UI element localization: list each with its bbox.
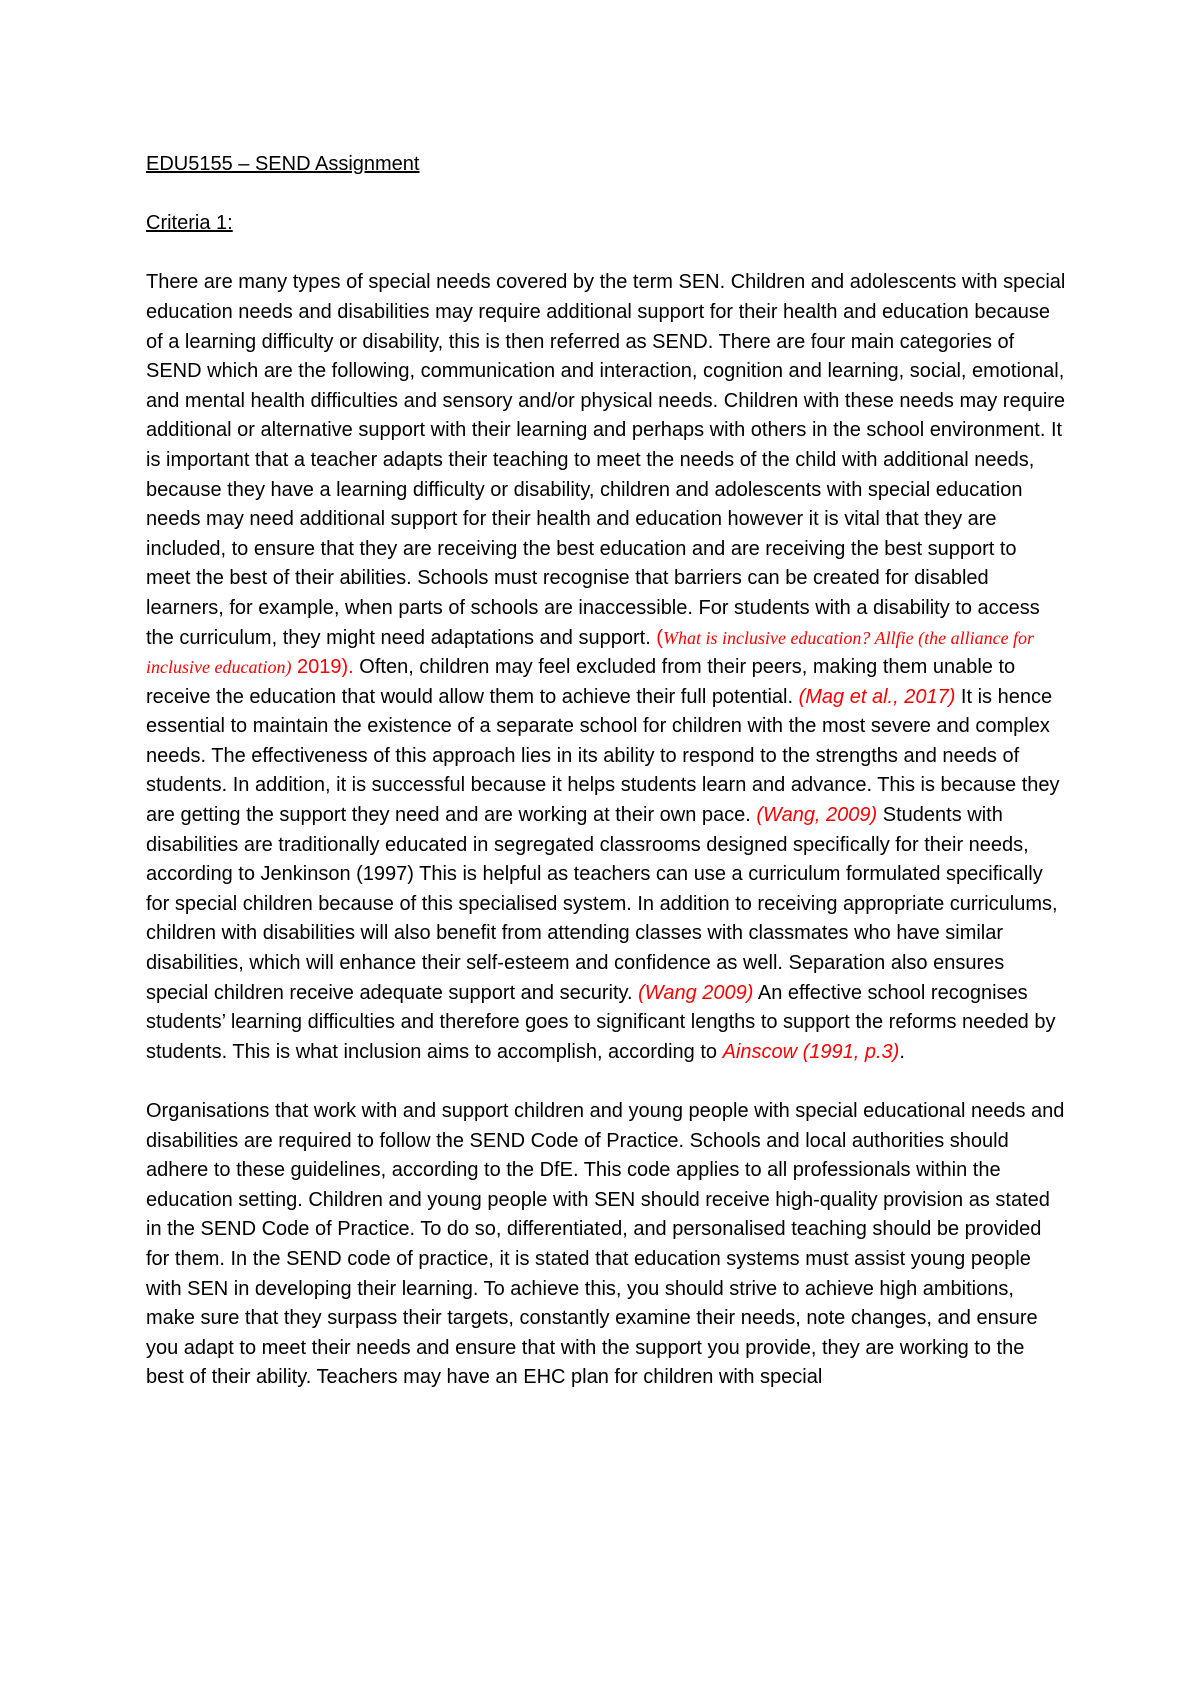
- paragraph-1-text-2: Often, children may feel excluded from their peers, making them unable to receive the education that would allow them to achieve their full potential.: [146, 656, 1016, 708]
- citation-allfie-open: (: [650, 626, 663, 649]
- citation-mag: (Mag et al., 2017): [798, 685, 956, 708]
- citation-allfie-year: 2019).: [291, 656, 354, 679]
- paragraph-2: Organisations that work with and support children and young people with special educational needs and disabilities are required to follow the SEND Code of Practice. Schools and local authorities should adhere to these guidelines, according to the DfE. This code applies to all professionals within the education setting. Children and young people with SEN should receive high-quality provision as stated in the SEND Code of Practice. To do so, differentiated, and personalised teaching should be provided for them. In the SEND code of practice, it is stated that education systems must assist young people with SEN in developing their learning. To achieve this, you should strive to achieve high ambitions, make sure that they surpass their targets, constantly examine their needs, note changes, and ensure you adapt to meet their needs and ensure that with the support you provide, they are working to the best of their ability. Teachers may have an EHC plan for children with special: [146, 1100, 1065, 1389]
- citation-allfie-title: What is inclusive education? Allfie (the alliance for inclusive education): [146, 627, 1035, 678]
- citation-wang-2: (Wang 2009): [638, 981, 754, 1004]
- document-body: [146, 150, 1066, 1423]
- citation-ainscow: Ainscow (1991, p.3): [722, 1040, 900, 1063]
- criteria-heading: Criteria 1:: [146, 212, 233, 235]
- paragraph-1-text-3: It is hence essential to maintain the existence of a separate school for children with the most severe and complex needs. The effectiveness of this approach lies in its ability to respond to the strengths and needs of students. In addition, it is successful because it helps students learn and advance. This is because they are getting the support they need and are working at their own pace.: [146, 685, 1060, 827]
- paragraph-1-text-6: .: [899, 1040, 905, 1063]
- paragraph-1: [146, 268, 1066, 1067]
- paragraph-1-text-4: Students with disabilities are traditionally educated in segregated classrooms designed specifically for their needs, according to Jenkinson (1997) This is helpful as teachers can use a curriculum formulated specifically for special children because of this specialised system. In addition to receiving appropriate curriculums, children with disabilities will also benefit from attending classes with classmates who have similar disabilities, which will enhance their self-esteem and confidence as well. Separation also ensures special children receive adequate support and security.: [146, 804, 1058, 1004]
- paragraph-1-text-1: There are many types of special needs covered by the term SEN. Children and adolescents with special education needs and disabilities may require additional support for their health and education because of a learning difficulty or disability, this is then referred as SEND. There are four main categories of SEND which are the following, communication and interaction, cognition and learning, social, emotional, and mental health difficulties and sensory and/or physical needs. Children with these needs may require additional or alternative support with their learning and perhaps with others in the school environment. It is important that a teacher adapts their teaching to meet the needs of the child with additional needs, because they have a learning difficulty or disability, children and adolescents with special education needs may need additional support for their health and education however it is vital that they are included, to ensure that they are receiving the best education and are receiving the best support to meet the best of their abilities. Schools must recognise that barriers can be created for disabled learners, for example, when parts of schools are inaccessible. For students with a disability to access the curriculum, they might need adaptations and support.: [146, 271, 1066, 649]
- paragraph-1-text-5: An effective school recognises students’ learning difficulties and therefore goes to significant lengths to support the reforms needed by students. This is what inclusion aims to accomplish, according to: [146, 981, 1056, 1063]
- citation-wang-1: (Wang, 2009): [756, 804, 878, 827]
- document-title: EDU5155 – SEND Assignment: [146, 153, 420, 175]
